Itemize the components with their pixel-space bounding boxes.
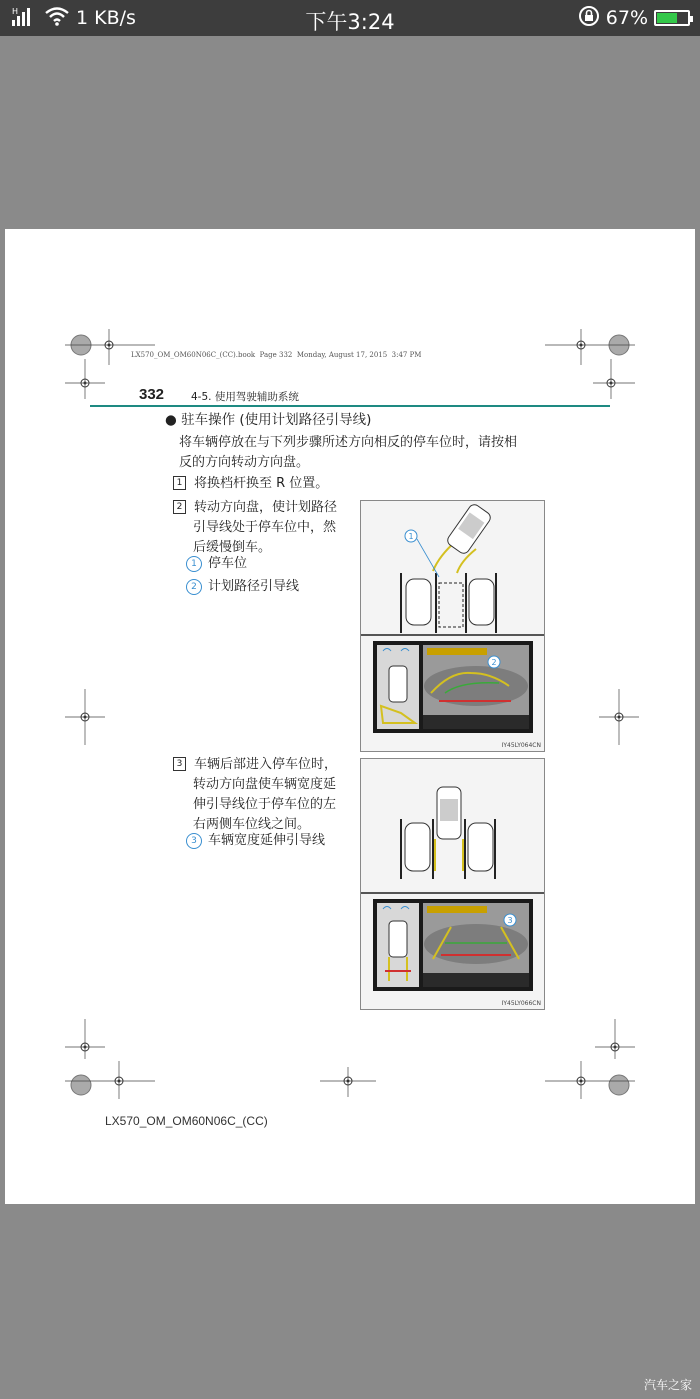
step-text: 后缓慢倒车。 <box>193 540 272 555</box>
section-title: 4-5. 使用驾驶辅助系统 <box>191 391 299 403</box>
registration-mark-bottom-right <box>545 1019 635 1099</box>
callout-label: 车辆宽度延伸引导线 <box>208 833 326 848</box>
page-number: 332 <box>139 386 165 403</box>
figure-parking-guide-1 <box>360 500 545 752</box>
network-label: H <box>12 6 19 16</box>
book-header-line: LX570_OM_OM60N06C_(CC).book Page 332 Monday, August 17, 2015 3:47 PM <box>131 351 422 359</box>
step-text: 引导线处于停车位中，然 <box>193 520 337 535</box>
step-number: 1 <box>173 476 186 490</box>
callout-marker: 3 <box>186 833 202 849</box>
callout-marker: 1 <box>186 556 202 572</box>
step-number: 3 <box>173 757 186 771</box>
bullet-title: 驻车操作 (使用计划路径引导线) <box>181 412 372 428</box>
registration-mark-bottom-left <box>65 1019 155 1099</box>
figure-code: IY45LY066CN <box>501 1000 541 1007</box>
status-bar <box>0 0 700 36</box>
step-2 <box>173 498 337 558</box>
step-text: 转动方向盘使车辆宽度延 <box>193 777 337 792</box>
parked-car-right <box>469 579 494 625</box>
step-text: 将换档杆换至 R 位置。 <box>194 476 329 491</box>
registration-mark-left-middle <box>65 689 105 745</box>
parked-car-right <box>468 823 493 871</box>
step-text: 伸引导线位于停车位的左 <box>193 797 337 812</box>
registration-mark-top-right <box>545 329 635 399</box>
figure-1-illustration <box>361 501 544 751</box>
step-text: 转动方向盘，使计划路径 <box>194 500 338 515</box>
footer-text: LX570_OM_OM60N06C_(CC) <box>105 1114 268 1128</box>
watermark: 汽车之家 <box>643 1378 692 1392</box>
parked-car-left <box>406 579 431 625</box>
callout-marker: 2 <box>186 579 202 595</box>
step-text: 右两侧车位线之间。 <box>193 817 311 832</box>
battery-percent: 67% <box>605 7 648 29</box>
battery-icon <box>654 10 690 26</box>
status-right <box>578 6 690 30</box>
step-number: 2 <box>173 500 186 514</box>
intro-line: 将车辆停放在与下列步骤所述方向相反的停车位时，请按相 <box>179 435 518 450</box>
callout-2 <box>186 577 299 597</box>
bullet-dot: ● <box>165 412 177 428</box>
callout-1 <box>186 554 247 574</box>
intro-paragraph <box>179 433 517 473</box>
figure-parking-guide-2 <box>360 758 545 1010</box>
bullet-heading <box>165 410 371 430</box>
registration-mark-bottom-center <box>320 1067 376 1097</box>
parked-car-left <box>405 823 430 871</box>
network-speed: 1 KB/s <box>76 7 136 29</box>
svg-text:1: 1 <box>408 532 414 541</box>
battery-fill <box>657 13 677 23</box>
svg-text:3: 3 <box>507 916 513 925</box>
figure-code: IY45LY064CN <box>501 742 541 749</box>
battery-cap <box>690 16 693 22</box>
step-text: 车辆后部进入停车位时， <box>194 757 338 772</box>
callout-label: 停车位 <box>208 556 248 571</box>
svg-text:2: 2 <box>491 658 497 667</box>
step-1 <box>173 474 328 494</box>
registration-mark-right-middle <box>599 689 639 745</box>
section-rule <box>90 405 610 407</box>
clock: 下午3:24 <box>305 10 395 34</box>
intro-line: 反的方向转动方向盘。 <box>179 455 310 470</box>
document-page <box>5 229 695 1204</box>
step-3 <box>173 755 337 835</box>
callout-3 <box>186 831 325 851</box>
rotation-lock-icon <box>578 5 600 32</box>
callout-label: 计划路径引导线 <box>208 579 300 594</box>
figure-2-illustration <box>361 759 544 1009</box>
